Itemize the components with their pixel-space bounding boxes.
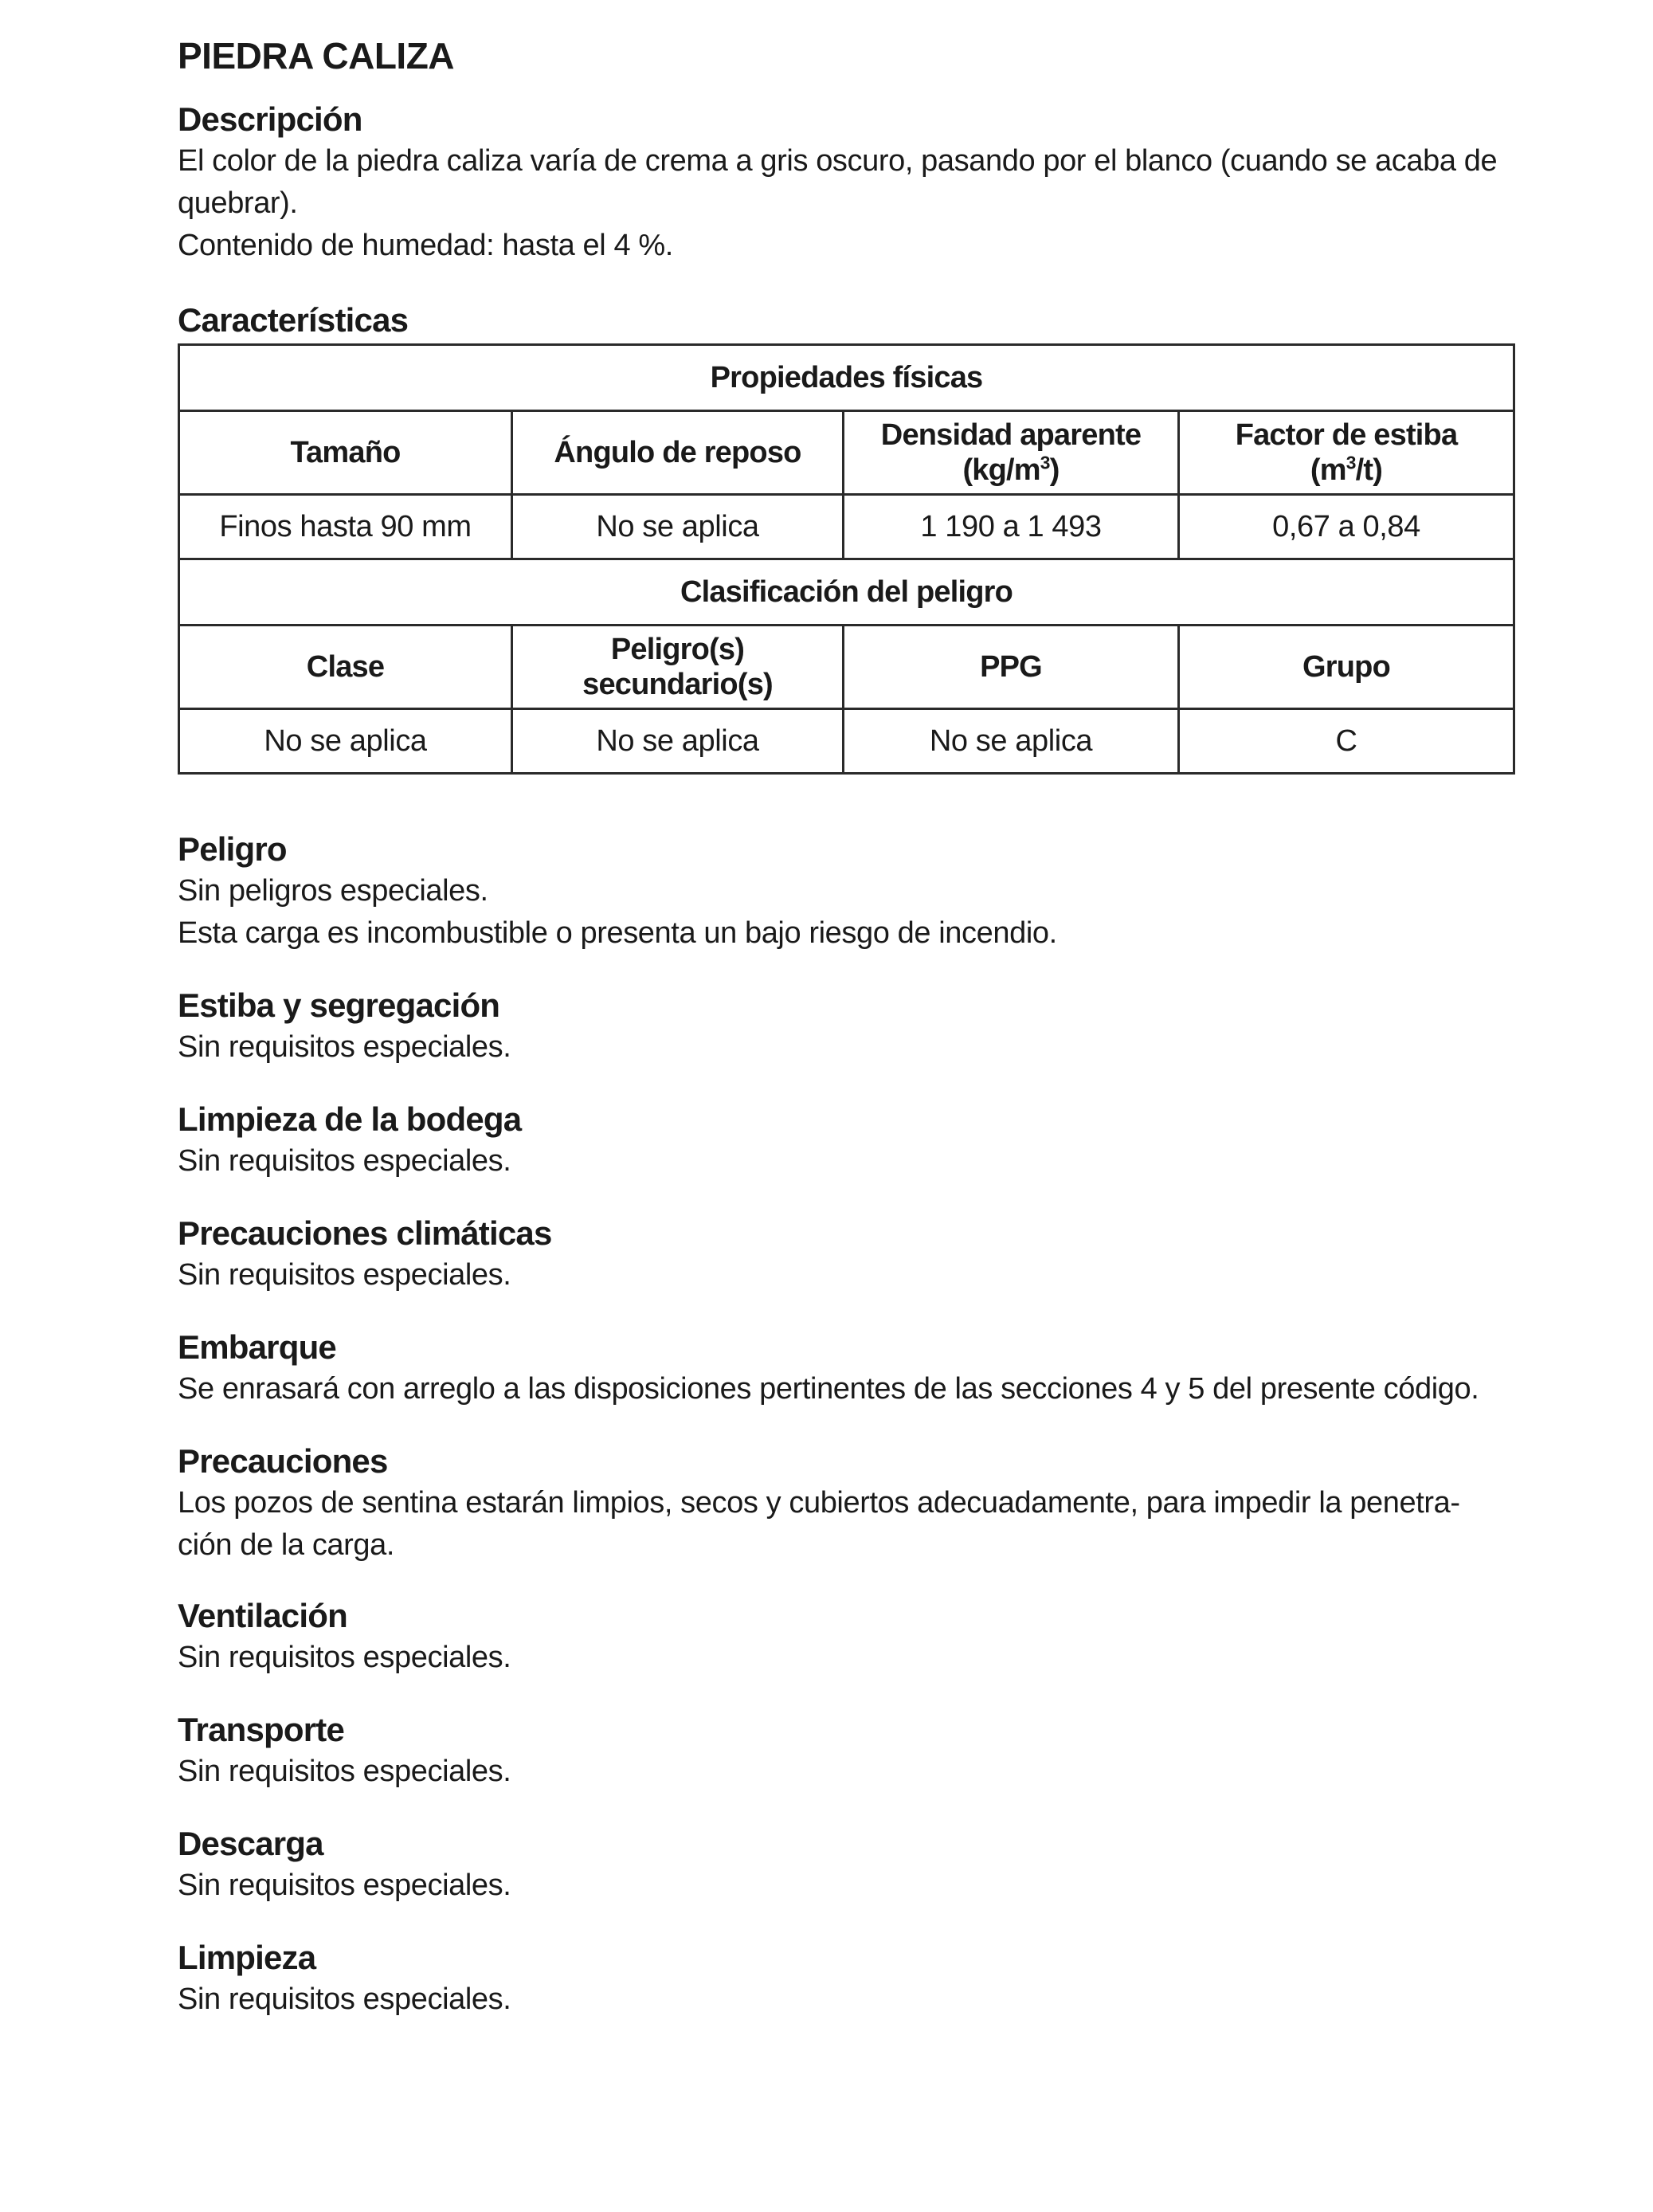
table-row — [179, 495, 1514, 559]
section-text: Sin requisitos especiales. — [178, 1258, 511, 1292]
section-text: Sin peligros especiales. — [178, 874, 488, 908]
section-descripcion — [178, 99, 1513, 267]
cell-mhb: No se aplica — [844, 709, 1179, 774]
characteristics-table — [178, 343, 1515, 775]
header-size: Tamaño — [179, 411, 512, 495]
section-text: Sin requisitos especiales. — [178, 1144, 511, 1178]
section-text: Sin requisitos especiales. — [178, 1755, 511, 1788]
table-row — [179, 709, 1514, 774]
section-ventilacion — [178, 1595, 1513, 1679]
section-text: Sin requisitos especiales. — [178, 1641, 511, 1674]
cell-class: No se aplica — [179, 709, 512, 774]
header-class: Clase — [179, 626, 512, 709]
moisture-content-text: Contenido de humedad: hasta el 4 %. — [178, 229, 673, 262]
section-heading: Precauciones climáticas — [178, 1214, 552, 1252]
section-heading: Limpieza de la bodega — [178, 1100, 522, 1138]
table-header-row — [179, 411, 1514, 495]
section-limpieza-bodega — [178, 1099, 1513, 1182]
section-text: Sin requisitos especiales. — [178, 1983, 511, 2016]
cell-bulk-density: 1 190 a 1 493 — [844, 495, 1179, 559]
section-heading: Descarga — [178, 1825, 323, 1862]
section-heading: Ventilación — [178, 1597, 347, 1634]
section-text: Sin requisitos especiales. — [178, 1869, 511, 1902]
header-subsidiary-hazards: Peligro(s) secundario(s) — [512, 626, 844, 709]
section-heading: Limpieza — [178, 1939, 316, 1976]
section-heading: Precauciones — [178, 1442, 388, 1480]
cell-group: C — [1179, 709, 1514, 774]
table-header-row — [179, 626, 1514, 709]
cell-size: Finos hasta 90 mm — [179, 495, 512, 559]
cell-stowage-factor: 0,67 a 0,84 — [1179, 495, 1514, 559]
page-title: PIEDRA CALIZA — [178, 35, 455, 76]
section-caracteristicas — [178, 300, 1513, 341]
section-peligro — [178, 829, 1513, 955]
table-section-row — [179, 345, 1514, 411]
section-heading: Embarque — [178, 1328, 336, 1366]
section-heading: Descripción — [178, 100, 362, 138]
section-text: Los pozos de sentina estarán limpios, secos y cubiertos adecuadamente, para impedir la penetra- — [178, 1486, 1460, 1520]
header-angle-of-repose: Ángulo de reposo — [512, 411, 844, 495]
section-text: Sin requisitos especiales. — [178, 1030, 511, 1064]
section-text: Esta carga es incombustible o presenta un bajo riesgo de incendio. — [178, 916, 1057, 950]
physical-properties-title: Propiedades físicas — [179, 345, 1514, 411]
section-limpieza — [178, 1937, 1513, 2021]
hazard-classification-title: Clasificación del peligro — [179, 559, 1514, 626]
section-transporte — [178, 1709, 1513, 1793]
header-stowage-factor: Factor de estiba $(m^3/t)$ — [1179, 411, 1514, 495]
description-paragraph: El color de la piedra caliza varía de crema a gris oscuro, pasando por el blanco (cuando se acaba de quebrar). — [178, 144, 1498, 220]
cell-angle-of-repose: No se aplica — [512, 495, 844, 559]
table-section-row — [179, 559, 1514, 626]
section-descarga — [178, 1823, 1513, 1907]
header-mhb: PPG — [844, 626, 1179, 709]
section-text: ción de la carga. — [178, 1528, 395, 1562]
section-precauciones — [178, 1441, 1513, 1567]
section-heading: Características — [178, 301, 409, 339]
header-group: Grupo — [1179, 626, 1514, 709]
section-estiba-segregacion — [178, 985, 1513, 1069]
section-embarque — [178, 1327, 1513, 1410]
section-heading: Estiba y segregación — [178, 986, 500, 1024]
section-text: Se enrasará con arreglo a las disposiciones pertinentes de las secciones 4 y 5 del presente código. — [178, 1372, 1479, 1406]
section-heading: Peligro — [178, 830, 287, 868]
section-heading: Transporte — [178, 1711, 345, 1748]
section-precauciones-climaticas — [178, 1213, 1513, 1296]
cell-subsidiary-hazards: No se aplica — [512, 709, 844, 774]
header-bulk-density: Densidad aparente $(kg/m^3)$ — [844, 411, 1179, 495]
